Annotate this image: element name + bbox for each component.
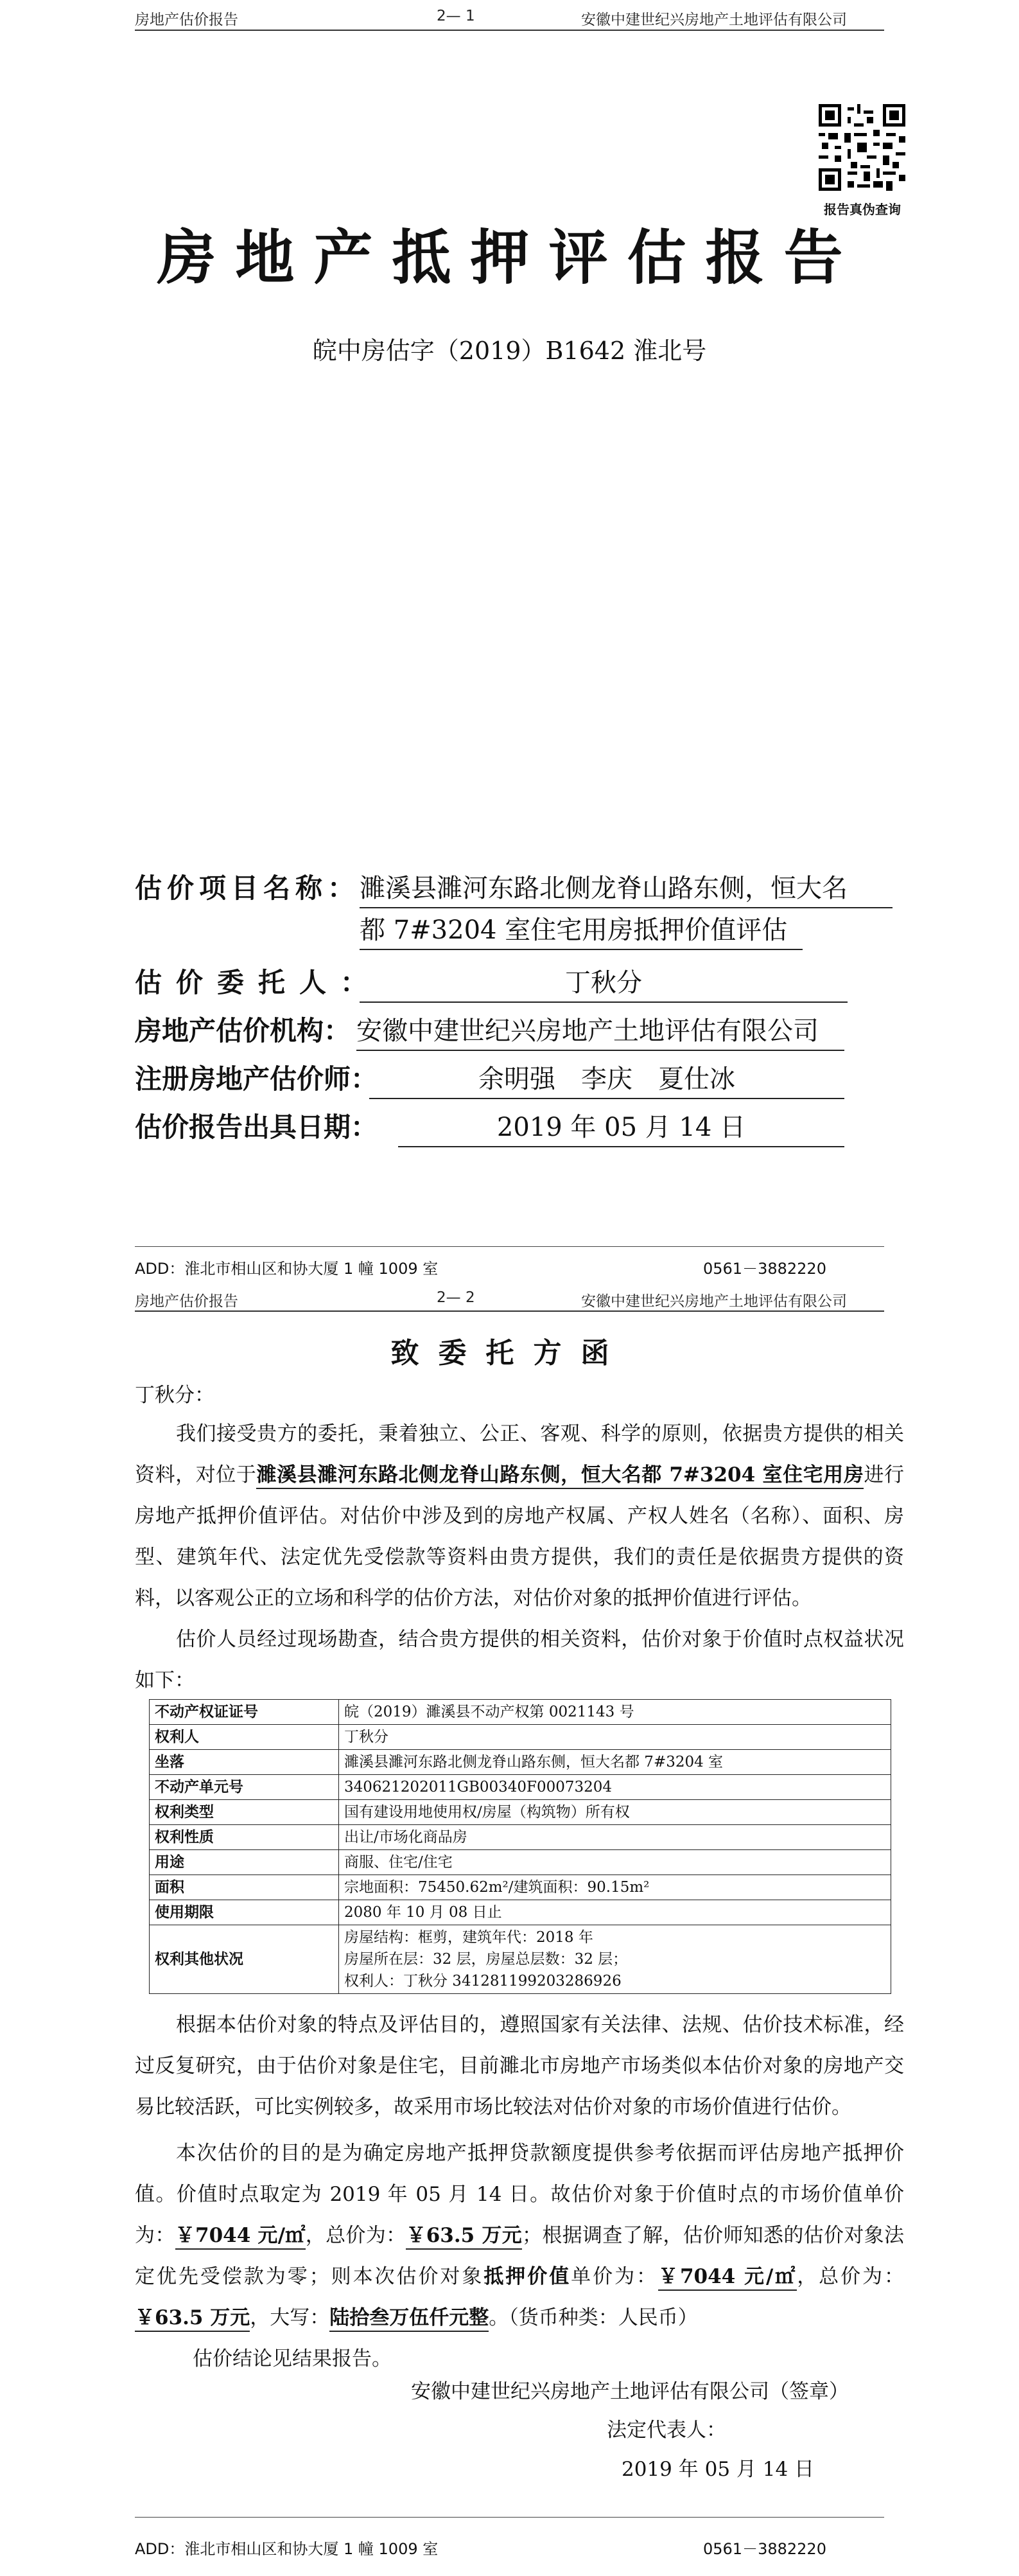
table-value: 丁秋分 (339, 1725, 891, 1750)
paragraph-1-a: 我们接受贵方的委托，秉着独立、公正、客观、科学的原则，依据贵方提供的相关资料，对位于 (135, 1422, 904, 1486)
paragraph-4-c: ；根据调查了解，估价师知悉的估价对象法定优先受偿款为零；则本次估价对象 (135, 2224, 905, 2288)
signature-representative: 法定代表人： (607, 2419, 726, 2442)
paragraph-4-b: ，总价为： (305, 2224, 406, 2247)
field-date (135, 1108, 378, 1147)
paragraph-4-e: 单价为： (571, 2265, 659, 2288)
letter-title: 致委托方函 (390, 1337, 629, 1370)
amount-in-words: 陆拾叁万伍仟元整 (329, 2306, 489, 2332)
table-row (150, 1800, 891, 1825)
page1-header-page: 2— 1 (437, 8, 475, 24)
mortgage-value-label: 抵押价值 (483, 2265, 571, 2288)
table-row (150, 1825, 891, 1850)
page1-header-left: 房地产估价报告 (135, 12, 238, 28)
paragraph-1 (135, 1413, 904, 1619)
page1-header-right: 安徽中建世纪兴房地产土地评估有限公司 (581, 12, 847, 28)
table-value (339, 1925, 891, 1994)
table-row (150, 1700, 891, 1725)
table-row (150, 1850, 891, 1875)
field-project-value-line2: 都 7#3204 室住宅用房抵押价值评估 (360, 912, 803, 950)
table-value: 商服、住宅/住宅 (339, 1850, 891, 1875)
field-client-value: 丁秋分 (360, 964, 848, 1003)
table-key: 权利类型 (150, 1800, 339, 1825)
mortgage-unit-price: ￥7044 元/㎡ (658, 2265, 797, 2291)
table-key: 权利人 (150, 1725, 339, 1750)
page1-footer-rule (135, 1246, 884, 1247)
unit-price: ￥7044 元/㎡ (175, 2224, 306, 2250)
field-project-value-line1: 濉溪县濉河东路北侧龙脊山路东侧，恒大名 (360, 870, 893, 908)
field-date-value: 2019 年 05 月 14 日 (398, 1109, 844, 1147)
table-value: 出让/市场化商品房 (339, 1825, 891, 1850)
field-agency (135, 1012, 351, 1050)
table-key: 不动产单元号 (150, 1775, 339, 1800)
paragraph-4-a: 本次估价的目的是为确定房地产抵押贷款额度提供参考依据而评估房地产抵押价值。价值时点取定为 2019 年 05 月 14 日。故估价对象于价值时点的市场价值单价为： (135, 2142, 904, 2247)
table-row (150, 1775, 891, 1800)
table-value-line: 权利人：丁秋分 341281199203286926 (344, 1973, 622, 1989)
paragraph-3: 根据本估价对象的特点及评估目的，遵照国家有关法律、法规、估价技术标准，经过反复研究，由于估价对象是住宅，目前濉北市房地产市场类似本估价对象的房地产交易比较活跃，可比实例较多，故采用市场比较法对估价对象的市场价值进行估价。 (135, 2013, 904, 2119)
page2-footer-address: ADD：淮北市相山区和协大厦 1 幢 1009 室 (135, 2540, 439, 2558)
qr-caption: 报告真伪查询 (824, 202, 901, 217)
table-value: 濉溪县濉河东路北侧龙脊山路东侧，恒大名都 7#3204 室 (339, 1750, 891, 1775)
signature-company: 安徽中建世纪兴房地产土地评估有限公司（签章） (411, 2380, 849, 2403)
table-row (150, 1750, 891, 1775)
table-key: 不动产权证证号 (150, 1700, 339, 1725)
qr-code-icon[interactable] (819, 104, 905, 191)
table-value: 340621202011GB00340F00073204 (339, 1775, 891, 1800)
field-appraisers-label: 注册房地产估价师： (135, 1063, 378, 1095)
page2-footer-rule (135, 2517, 884, 2518)
paragraph-1-c: 进行房地产抵押价值评估。对估价中涉及到的房地产权属、产权人姓名（名称）、面积、房型、建筑年代、法定优先受偿款等资料由贵方提供，我们的责任是依据贵方提供的资料，以客观公正的立场和科学的估价方法，对估价对象的抵押价值进行评估。 (135, 1463, 905, 1610)
table-value-line: 房屋结构：框剪，建筑年代：2018 年 (344, 1929, 593, 1946)
field-client-label: 估价委托人： (135, 967, 382, 998)
page2-header-page: 2— 2 (437, 1289, 475, 1306)
table-key: 权利其他状况 (150, 1925, 339, 1994)
salutation: 丁秋分： (135, 1384, 214, 1407)
paragraph-4-f: ，总价为： (797, 2265, 905, 2288)
page1-footer-address: ADD：淮北市相山区和协大厦 1 幢 1009 室 (135, 1260, 439, 1278)
page1-header-rule (135, 30, 884, 31)
field-agency-label: 房地产估价机构： (135, 1015, 351, 1046)
signature-date: 2019 年 05 月 14 日 (622, 2458, 815, 2481)
table-row (150, 1875, 891, 1900)
field-date-label: 估价报告出具日期： (135, 1111, 378, 1143)
table-value: 2080 年 10 月 08 日止 (339, 1900, 891, 1925)
page1-footer-phone: 0561－3882220 (703, 1260, 826, 1278)
table-value-line: 房屋所在层：32 层，房屋总层数：32 层； (344, 1951, 628, 1968)
rights-table (149, 1699, 891, 1994)
paragraph-4-h: 。（货币种类：人民币） (489, 2306, 698, 2329)
report-number: 皖中房估字（2019）B1642 淮北号 (312, 337, 707, 365)
page2-header-left: 房地产估价报告 (135, 1293, 238, 1310)
field-project (135, 869, 360, 908)
paragraph-2: 估价人员经过现场勘查，结合贵方提供的相关资料，估价对象于价值时点权益状况如下： (135, 1628, 904, 1692)
table-value: 宗地面积：75450.62m²/建筑面积：90.15m² (339, 1875, 891, 1900)
table-value: 国有建设用地使用权/房屋（构筑物）所有权 (339, 1800, 891, 1825)
table-key: 权利性质 (150, 1825, 339, 1850)
total-price: ￥63.5 万元 (406, 2224, 522, 2250)
field-client (135, 964, 381, 1002)
report-title: 房地产抵押评估报告 (157, 223, 862, 292)
table-key: 坐落 (150, 1750, 339, 1775)
page2-header-right: 安徽中建世纪兴房地产土地评估有限公司 (581, 1293, 847, 1310)
paragraph-5: 估价结论见结果报告。 (193, 2347, 392, 2370)
table-value: 皖（2019）濉溪县不动产权第 0021143 号 (339, 1700, 891, 1725)
table-key: 面积 (150, 1875, 339, 1900)
table-key: 使用期限 (150, 1900, 339, 1925)
page2-footer-phone: 0561－3882220 (703, 2540, 826, 2558)
page2-header-rule (135, 1310, 884, 1312)
field-appraisers (135, 1060, 378, 1098)
table-row (150, 1925, 891, 1994)
table-row (150, 1900, 891, 1925)
table-key: 用途 (150, 1850, 339, 1875)
paragraph-4-g: ，大写： (250, 2306, 330, 2329)
mortgage-total-price: ￥63.5 万元 (135, 2306, 250, 2332)
field-project-label: 估价项目名称： (135, 872, 360, 904)
table-row (150, 1725, 891, 1750)
field-agency-value: 安徽中建世纪兴房地产土地评估有限公司 (356, 1012, 844, 1051)
paragraph-1-address: 濉溪县濉河东路北侧龙脊山路东侧，恒大名都 7#3204 室住宅用房 (256, 1463, 864, 1489)
field-appraisers-value: 余明强 李庆 夏仕冰 (369, 1061, 844, 1099)
paragraph-4 (135, 2133, 904, 2338)
